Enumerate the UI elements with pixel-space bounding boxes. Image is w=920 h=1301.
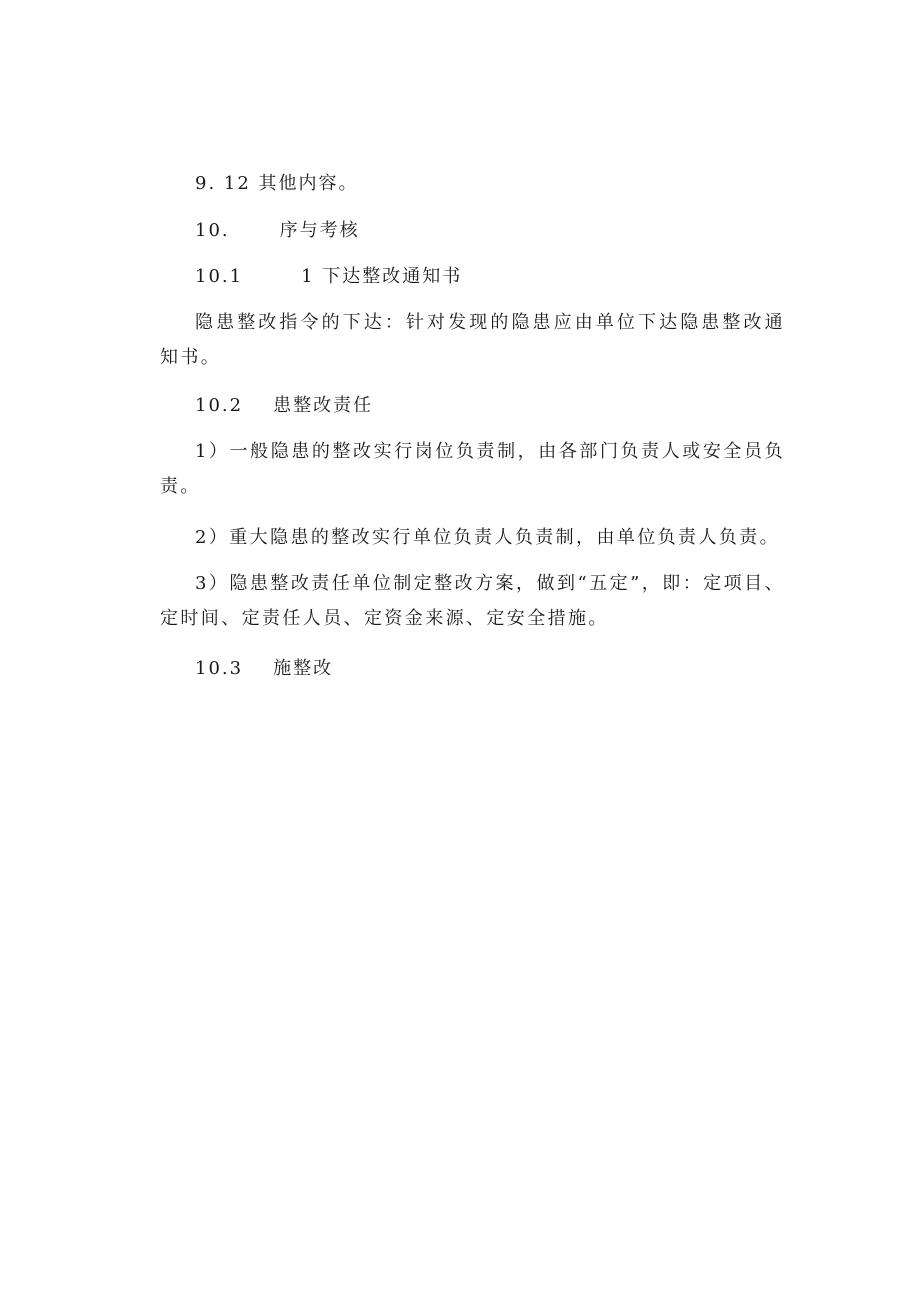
heading-10-number: 10. — [195, 220, 230, 241]
heading-10 — [195, 219, 360, 243]
heading-10-3-text: 施整改 — [273, 658, 334, 679]
paragraph-rectification-order: 隐患整改指令的下达：针对发现的隐患应由单位下达隐患整改通知书。 — [160, 312, 785, 368]
heading-10-2 — [195, 394, 373, 418]
heading-10-2-text: 患整改责任 — [273, 395, 374, 416]
heading-10-1 — [195, 265, 462, 289]
heading-10-2-number: 10.2 — [195, 395, 244, 416]
heading-10-3 — [195, 657, 333, 681]
item-9-12: 9. 12 其他内容。 — [195, 173, 359, 194]
paragraph-general-hazard: 1）一般隐患的整改实行岗位负责制，由各部门负责人或安全员负责。 — [160, 441, 785, 497]
paragraph-major-hazard: 2）重大隐患的整改实行单位负责人负责制，由单位负责人负责。 — [195, 527, 781, 548]
paragraph-five-fixed: 3）隐患整改责任单位制定整改方案，做到“五定”，即：定项目、定时间、定责任人员、定资金来源、定安全措施。 — [160, 573, 785, 629]
heading-10-text: 序与考核 — [279, 220, 360, 241]
heading-10-1-text: 1 下达整改通知书 — [301, 266, 463, 287]
heading-10-3-number: 10.3 — [195, 658, 244, 679]
heading-10-1-number: 10.1 — [195, 266, 244, 287]
